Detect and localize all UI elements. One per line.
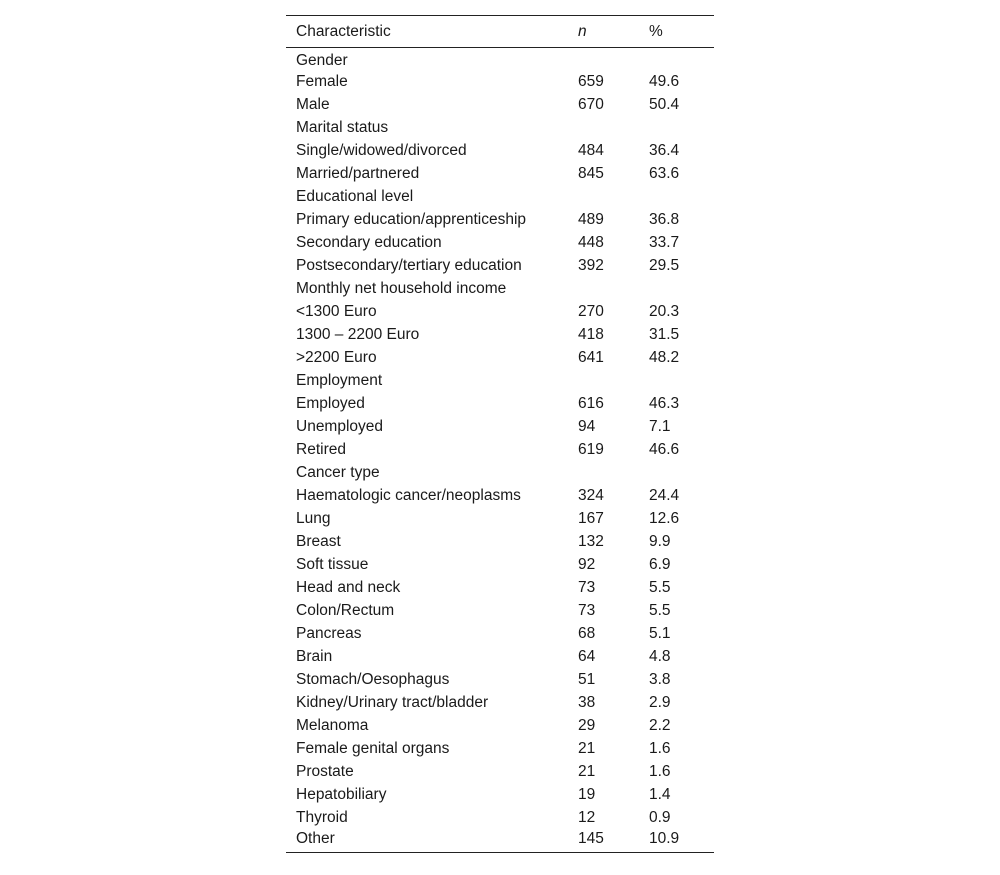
row-label: Secondary education xyxy=(296,234,442,251)
row-percent-value: 3.8 xyxy=(649,671,671,688)
table-row xyxy=(286,232,714,255)
row-n-value: 167 xyxy=(578,510,604,527)
row-n-value: 132 xyxy=(578,533,604,550)
row-n-value: 73 xyxy=(578,602,596,619)
row-n-value: 418 xyxy=(578,326,604,343)
row-label: Marital status xyxy=(296,119,389,136)
row-label: Head and neck xyxy=(296,579,401,596)
row-percent-value: 20.3 xyxy=(649,303,680,320)
row-label: Brain xyxy=(296,648,333,665)
row-percent-value: 7.1 xyxy=(649,418,671,435)
row-label: Haematologic cancer/neoplasms xyxy=(296,487,521,504)
row-label: Stomach/Oesophagus xyxy=(296,671,450,688)
row-percent-value: 46.6 xyxy=(649,441,680,458)
row-n-value: 145 xyxy=(578,829,604,847)
table-row xyxy=(286,508,714,531)
row-percent-value: 48.2 xyxy=(649,349,680,366)
row-label: Hepatobiliary xyxy=(296,786,387,803)
row-label: <1300 Euro xyxy=(296,303,377,320)
table-row xyxy=(286,278,714,301)
table-row xyxy=(286,439,714,462)
table-row xyxy=(286,830,714,853)
row-n-value: 324 xyxy=(578,487,604,504)
table-row xyxy=(286,347,714,370)
row-label: Soft tissue xyxy=(296,556,369,573)
row-percent-value xyxy=(639,48,714,71)
row-label: Melanoma xyxy=(296,717,369,734)
row-n-value: 68 xyxy=(578,625,596,642)
table-row xyxy=(286,209,714,232)
row-label: Gender xyxy=(296,51,348,69)
row-label: Retired xyxy=(296,441,346,458)
row-n-value xyxy=(568,186,639,209)
table-row xyxy=(286,715,714,738)
table-row xyxy=(286,485,714,508)
row-label: Male xyxy=(296,96,330,113)
row-percent-value: 46.3 xyxy=(649,395,680,412)
row-n-value: 73 xyxy=(578,579,596,596)
header-percent: % xyxy=(649,22,663,40)
row-label: Lung xyxy=(296,510,331,527)
row-n-value xyxy=(568,370,639,393)
row-percent-value: 0.9 xyxy=(649,809,671,826)
row-label: Breast xyxy=(296,533,341,550)
row-n-value: 845 xyxy=(578,165,604,182)
row-label: Other xyxy=(296,829,335,847)
row-percent-value: 1.4 xyxy=(649,786,671,803)
table-row xyxy=(286,531,714,554)
table-body xyxy=(286,48,714,853)
row-n-value: 448 xyxy=(578,234,604,251)
row-n-value xyxy=(568,278,639,301)
table-row xyxy=(286,301,714,324)
row-percent-value xyxy=(639,462,714,485)
row-n-value: 641 xyxy=(578,349,604,366)
row-n-value: 64 xyxy=(578,648,596,665)
table-row xyxy=(286,669,714,692)
row-percent-value: 24.4 xyxy=(649,487,680,504)
row-n-value: 51 xyxy=(578,671,596,688)
row-label: Female xyxy=(296,73,348,90)
table-row xyxy=(286,623,714,646)
row-percent-value: 36.4 xyxy=(649,142,680,159)
row-percent-value: 5.1 xyxy=(649,625,671,642)
row-percent-value: 49.6 xyxy=(649,73,680,90)
row-percent-value xyxy=(639,186,714,209)
table-row xyxy=(286,784,714,807)
row-n-value: 29 xyxy=(578,717,596,734)
row-label: Educational level xyxy=(296,188,414,205)
table-row xyxy=(286,646,714,669)
row-percent-value: 29.5 xyxy=(649,257,680,274)
row-percent-value xyxy=(639,278,714,301)
table-row xyxy=(286,370,714,393)
row-label: >2200 Euro xyxy=(296,349,377,366)
row-percent-value: 5.5 xyxy=(649,602,671,619)
row-label: Primary education/apprenticeship xyxy=(296,211,527,228)
row-n-value: 94 xyxy=(578,418,596,435)
row-n-value: 92 xyxy=(578,556,596,573)
row-percent-value: 10.9 xyxy=(649,829,680,847)
row-n-value: 38 xyxy=(578,694,596,711)
row-label: 1300 – 2200 Euro xyxy=(296,326,420,343)
row-percent-value: 5.5 xyxy=(649,579,671,596)
row-n-value: 19 xyxy=(578,786,596,803)
row-label: Kidney/Urinary tract/bladder xyxy=(296,694,489,711)
row-n-value: 270 xyxy=(578,303,604,320)
header-n: n xyxy=(578,22,587,40)
table-row xyxy=(286,186,714,209)
row-label: Female genital organs xyxy=(296,740,450,757)
header-characteristic: Characteristic xyxy=(296,22,391,40)
row-label: Thyroid xyxy=(296,809,348,826)
table-row xyxy=(286,738,714,761)
row-n-value xyxy=(568,117,639,140)
row-n-value: 484 xyxy=(578,142,604,159)
row-percent-value xyxy=(639,370,714,393)
characteristics-table-container xyxy=(286,15,714,853)
table-row xyxy=(286,393,714,416)
row-percent-value: 9.9 xyxy=(649,533,671,550)
row-n-value: 12 xyxy=(578,809,596,826)
row-n-value: 659 xyxy=(578,73,604,90)
row-n-value: 619 xyxy=(578,441,604,458)
row-n-value xyxy=(568,48,639,71)
header-row xyxy=(286,16,714,48)
row-percent-value: 1.6 xyxy=(649,740,671,757)
table-row xyxy=(286,71,714,94)
row-label: Single/widowed/divorced xyxy=(296,142,467,159)
row-label: Pancreas xyxy=(296,625,362,642)
row-percent-value: 50.4 xyxy=(649,96,680,113)
table-row xyxy=(286,416,714,439)
row-label: Employment xyxy=(296,372,383,389)
row-percent-value: 31.5 xyxy=(649,326,680,343)
row-n-value xyxy=(568,462,639,485)
row-label: Cancer type xyxy=(296,464,380,481)
row-label: Married/partnered xyxy=(296,165,420,182)
table-header xyxy=(286,16,714,48)
row-percent-value: 2.2 xyxy=(649,717,671,734)
row-percent-value: 4.8 xyxy=(649,648,671,665)
row-n-value: 392 xyxy=(578,257,604,274)
row-percent-value xyxy=(639,117,714,140)
row-percent-value: 12.6 xyxy=(649,510,680,527)
table-row xyxy=(286,48,714,71)
table-row xyxy=(286,807,714,830)
table-row xyxy=(286,255,714,278)
table-row xyxy=(286,577,714,600)
row-n-value: 21 xyxy=(578,763,596,780)
row-percent-value: 63.6 xyxy=(649,165,680,182)
row-percent-value: 2.9 xyxy=(649,694,671,711)
row-n-value: 489 xyxy=(578,211,604,228)
table-row xyxy=(286,117,714,140)
row-label: Employed xyxy=(296,395,365,412)
row-label: Postsecondary/tertiary education xyxy=(296,257,522,274)
row-n-value: 616 xyxy=(578,395,604,412)
characteristics-table xyxy=(286,15,714,853)
table-row xyxy=(286,761,714,784)
row-n-value: 21 xyxy=(578,740,596,757)
row-n-value: 670 xyxy=(578,96,604,113)
row-percent-value: 1.6 xyxy=(649,763,671,780)
table-row xyxy=(286,140,714,163)
row-label: Colon/Rectum xyxy=(296,602,395,619)
table-row xyxy=(286,462,714,485)
table-row xyxy=(286,600,714,623)
row-percent-value: 6.9 xyxy=(649,556,671,573)
table-row xyxy=(286,554,714,577)
table-row xyxy=(286,163,714,186)
row-label: Unemployed xyxy=(296,418,384,435)
table-row xyxy=(286,94,714,117)
row-percent-value: 36.8 xyxy=(649,211,680,228)
row-label: Prostate xyxy=(296,763,354,780)
row-label: Monthly net household income xyxy=(296,280,507,297)
table-row xyxy=(286,692,714,715)
row-percent-value: 33.7 xyxy=(649,234,680,251)
table-row xyxy=(286,324,714,347)
